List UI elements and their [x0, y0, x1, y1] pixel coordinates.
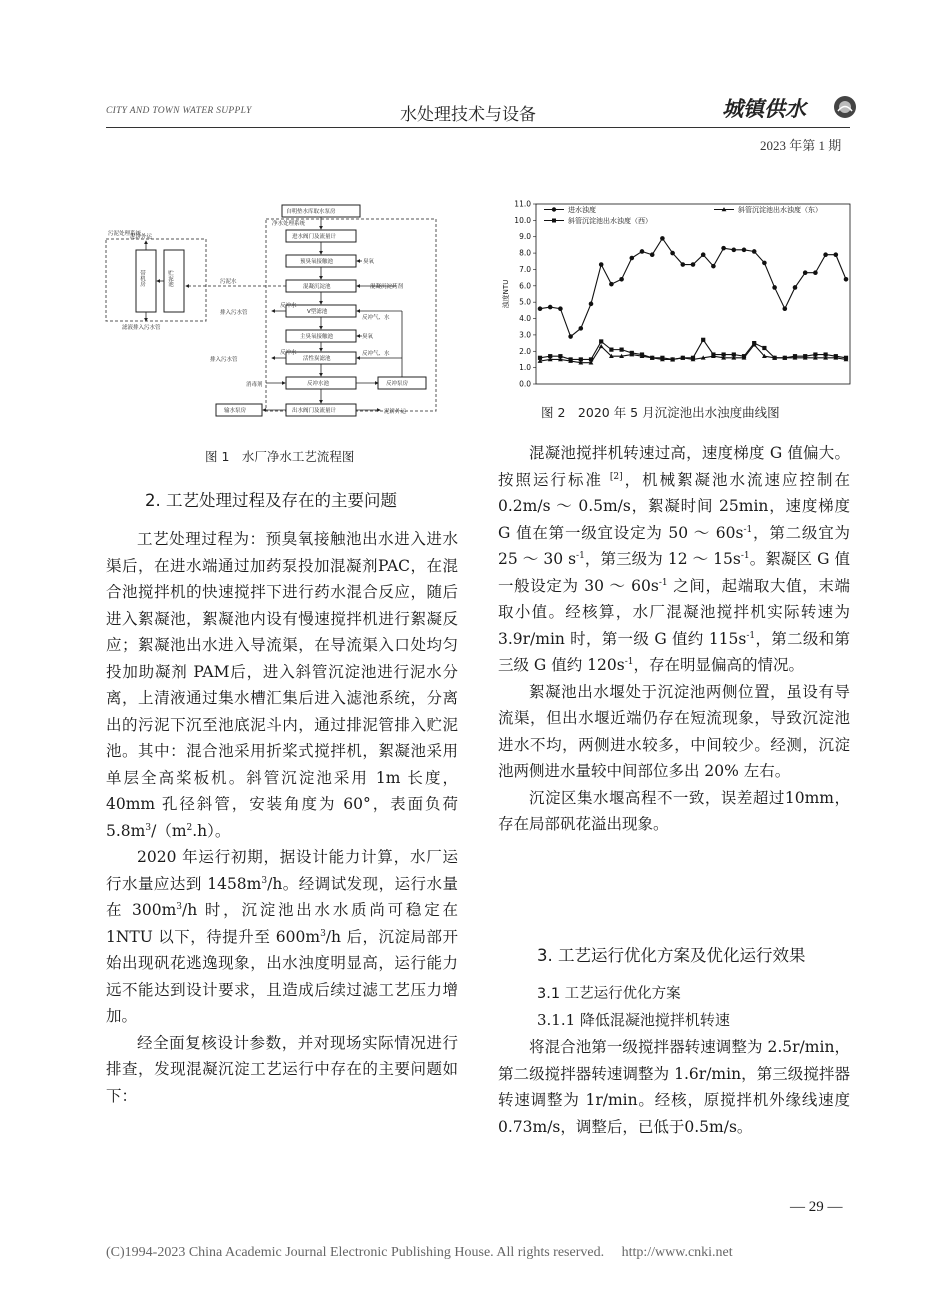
node-gac-filter: 活性炭滤池 [303, 356, 331, 362]
point-west [742, 354, 746, 358]
label-ozone-1: 臭氧 [363, 259, 375, 265]
page-number: — 29 — [790, 1199, 843, 1215]
y-tick-label: 3.0 [519, 330, 531, 340]
label-backwash-1: 反冲水 [280, 303, 297, 309]
section-2-heading: 2. 工艺处理过程及存在的主要问题 [145, 491, 397, 510]
section-3-heading: 3. 工艺运行优化方案及优化运行效果 [537, 946, 806, 965]
node-coag-sed: 混凝沉淀池 [303, 284, 331, 290]
node-pre-ozone: 预臭氧接触池 [300, 259, 334, 265]
point-inflow [742, 248, 747, 253]
point-inflow [823, 252, 828, 257]
label-sludge-out-top: 泥饼外运 [130, 234, 153, 240]
node-sludge-tank: 贮泥池 [167, 270, 173, 287]
y-tick-label: 4.0 [519, 314, 531, 324]
paragraph-problems-intro: 经全面复核设计参数，并对现场实际情况进行排查，发现混凝沉淀工艺运行中存在的主要问题如下： [106, 1033, 458, 1105]
point-west [579, 357, 583, 361]
point-inflow [589, 302, 594, 307]
point-west [824, 352, 828, 356]
label-sludge-out-bottom: 泥饼外运 [384, 409, 407, 415]
point-west [558, 354, 562, 358]
point-inflow [681, 262, 686, 267]
label-backwash-2: 反冲气、水 [362, 315, 390, 321]
journal-english-name: CITY AND TOWN WATER SUPPLY [106, 106, 252, 116]
point-inflow [558, 306, 563, 311]
node-backwash-tank: 反冲水池 [307, 381, 330, 387]
header-rule [106, 127, 850, 128]
point-inflow [834, 252, 839, 257]
figure-1-caption: 图 1 水厂净水工艺流程图 [205, 449, 355, 464]
point-inflow [568, 334, 573, 339]
y-tick-label: 7.0 [519, 264, 531, 274]
point-west [640, 352, 644, 356]
label-coag-chem: 混凝沉淀药剂 [370, 284, 404, 290]
figure-2-chart [498, 196, 860, 398]
point-west [650, 356, 654, 360]
figure-1-flowchart [100, 195, 470, 427]
point-inflow [711, 264, 716, 269]
paragraph-process: 工艺处理过程为：预臭氧接触池出水进入进水渠后，在进水端通过加药泵投加混凝剂PAC，在混合池搅拌机的快速搅拌下进行药水混合反应，随后进入絮凝池，絮凝池内设有慢速搅拌机进行絮凝反应；絮凝池出水进入导流渠，在导流渠入口处均匀投加助凝剂 PAM后，进入斜管沉淀池进行泥水分离，上清液通过集水槽汇集后进入滤池系统，分离出的污泥下沉至池底泥斗内，通过排泥管排入贮泥池。其中：混合池采用折桨式搅拌机，絮凝池采用单层全高桨板机。斜管沉淀池采用 1m 长度，40mm 孔径斜管，安装角度为 60°，表面负荷 $5.8m^3/(m^2.h)$。 [106, 530, 458, 840]
node-backwash-pump: 反冲泵房 [386, 381, 409, 387]
point-west [732, 352, 736, 356]
label-sludge-water: 污泥水 [220, 279, 237, 285]
point-inflow [701, 252, 706, 257]
point-west [834, 354, 838, 358]
node-main-ozone: 主臭氧接触池 [300, 334, 334, 340]
label-backwash-3: 反冲水 [280, 350, 297, 356]
point-inflow [670, 251, 675, 256]
paragraph-speed-adjust: 将混合池第一级搅拌器转速调整为 2.5r/min，第二级搅拌器转速调整为 1.6r/min，第三级搅拌器转速调整为 1r/min。经核，原搅拌机外缘线速度 0.73m/s，调整后，已低于0.5m/s。 [498, 1038, 850, 1136]
point-west [844, 356, 848, 360]
point-west [793, 354, 797, 358]
paragraph-initial-operation: 2020 年运行初期，据设计能力计算，水厂运行水量应达到 $1458m^3/h$。经调试发现，运行水量在 $300m^3/h$ 时，沉淀池出水水质尚可稳定在 1NTU 以下，待提升至 $600m^3/h$ 后，沉淀局部开始出现矾花逃逸现象，出水浊度明显高，运行能力远不能达到设计要求，且造成后续过滤工艺压力增加。 [106, 848, 458, 1025]
legend-label-0: 进水浊度 [568, 206, 596, 214]
point-inflow [844, 277, 849, 282]
paragraph-g-value: 混凝池搅拌机转速过高，速度梯度 G 值偏大。按照运行标准 [2]，机械絮凝池水流速应控制在 0.2m/s ～ 0.5m/s，絮凝时间 25min，速度梯度 G 值在第一级宜设定为 50 ～ $60s^{-1}$，第二级宜为 25 ～ 30 $s^{-1}$，第三级为 12 ～ $15s^{-1}$。絮凝区 G 值一般设定为 30 ～ $60s^{-1}$ 之间，起端取大值，末端取小值。经核算，水厂混凝池搅拌机实际转速为 3.9r/min 时，第一级 G 值约 $115s^{-1}$，第二级和第三级 G 值约 $120s^{-1}$，存在明显偏高的情况。 [498, 444, 850, 674]
point-west [691, 356, 695, 360]
point-inflow [630, 256, 635, 261]
left-column-text [106, 526, 458, 1109]
point-west [711, 352, 715, 356]
node-belt-press: 带机房 [139, 270, 145, 287]
y-tick-label: 5.0 [519, 297, 531, 307]
y-tick-label: 8.0 [519, 248, 531, 258]
point-inflow [609, 282, 614, 287]
point-west [701, 338, 705, 342]
point-west [813, 352, 817, 356]
point-inflow [619, 277, 624, 282]
point-inflow [538, 306, 543, 311]
point-inflow [813, 270, 818, 275]
point-west [752, 341, 756, 345]
point-west [803, 354, 807, 358]
label-disinfectant: 消毒剂 [246, 382, 263, 388]
node-intake: 自明垫水库取水泵房 [286, 209, 336, 215]
point-inflow [599, 262, 604, 267]
point-inflow [691, 262, 696, 267]
paragraph-weir-elevation: 沉淀区集水堰高程不一致，误差超过10mm，存在局部矾花溢出现象。 [498, 788, 850, 833]
series-line-0 [540, 238, 846, 336]
point-west [762, 346, 766, 350]
point-inflow [640, 249, 645, 254]
point-west [599, 339, 603, 343]
point-west [660, 356, 664, 360]
subsection-3-1: 3.1 工艺运行优化方案 [537, 986, 681, 1002]
point-west [538, 356, 542, 360]
right-column-text [498, 440, 850, 838]
label-filtrate-sewer: 滤液排入污水管 [122, 325, 161, 331]
point-west [681, 356, 685, 360]
label-to-sewer-1: 排入污水管 [220, 310, 248, 316]
point-inflow [660, 236, 665, 241]
y-tick-label: 10.0 [514, 215, 531, 225]
point-inflow [783, 306, 788, 311]
subsection-3-1-1: 3.1.1 降低混凝池搅拌机转速 [537, 1011, 730, 1029]
purify-system-label: 净水处理系统 [272, 221, 306, 227]
legend-marker-square [552, 219, 556, 223]
point-inflow [762, 261, 767, 266]
point-west [671, 357, 675, 361]
y-tick-label: 11.0 [514, 199, 531, 209]
point-inflow [650, 252, 655, 257]
paragraph-short-flow: 絮凝池出水堰处于沉淀池两侧位置，虽设有导流渠，但出水堰近端仍存在短流现象，导致沉淀池进水不均，两侧进水较多，中间较少。经测，沉淀池两侧进水量较中间部位多出 20% 左右。 [498, 682, 850, 780]
issue-number: 2023 年第 1 期 [760, 138, 842, 153]
y-tick-label: 2.0 [519, 346, 531, 356]
journal-logo [700, 92, 860, 124]
y-tick-label: 1.0 [519, 363, 531, 373]
legend-label-1: 斜管沉淀池出水浊度（东） [738, 206, 822, 214]
point-west [548, 354, 552, 358]
point-west [722, 352, 726, 356]
node-outlet-valve: 出水阀门及流量计 [292, 408, 337, 414]
node-inlet-valve: 进水阀门及流量计 [292, 234, 337, 240]
point-west [589, 357, 593, 361]
node-v-filter: V型滤池 [307, 309, 328, 315]
y-axis-label: 浊度NTU [502, 279, 510, 309]
point-inflow [772, 285, 777, 290]
point-west [609, 348, 613, 352]
point-west [773, 356, 777, 360]
logo-text: 城镇供水 [722, 97, 806, 121]
point-inflow [732, 248, 737, 253]
label-to-sewer-2: 排入污水管 [210, 357, 238, 363]
point-inflow [721, 246, 726, 251]
copyright-footer: (C)1994-2023 China Academic Journal Electronic Publishing House. All rights reserved. http://www.cnki.net [106, 1245, 733, 1260]
figure-2-caption: 图 2 2020 年 5 月沉淀池出水浊度曲线图 [541, 405, 780, 420]
point-west [569, 357, 573, 361]
y-tick-label: 0.0 [519, 379, 531, 389]
point-west [630, 351, 634, 355]
point-inflow [793, 285, 798, 290]
point-inflow [579, 326, 584, 331]
sludge-system-label: 污泥处理系统 [108, 231, 142, 237]
label-backwash-4: 反冲气、水 [362, 351, 390, 357]
point-west [783, 356, 787, 360]
legend-label-2: 斜管沉淀池出水浊度（西） [568, 217, 652, 225]
turbidity-chart-svg [498, 196, 860, 398]
y-tick-label: 6.0 [519, 281, 531, 291]
point-inflow [752, 249, 757, 254]
legend-marker-circle [552, 207, 556, 211]
point-inflow [803, 270, 808, 275]
column-title: 水处理技术与设备 [400, 105, 536, 125]
flow-main-nodes [136, 205, 426, 416]
point-west [620, 348, 624, 352]
node-delivery-pump: 输水泵房 [224, 408, 247, 414]
point-inflow [548, 305, 553, 310]
y-tick-label: 9.0 [519, 232, 531, 242]
right-column-text-2 [498, 1034, 850, 1140]
label-ozone-2: 臭氧 [362, 334, 374, 340]
